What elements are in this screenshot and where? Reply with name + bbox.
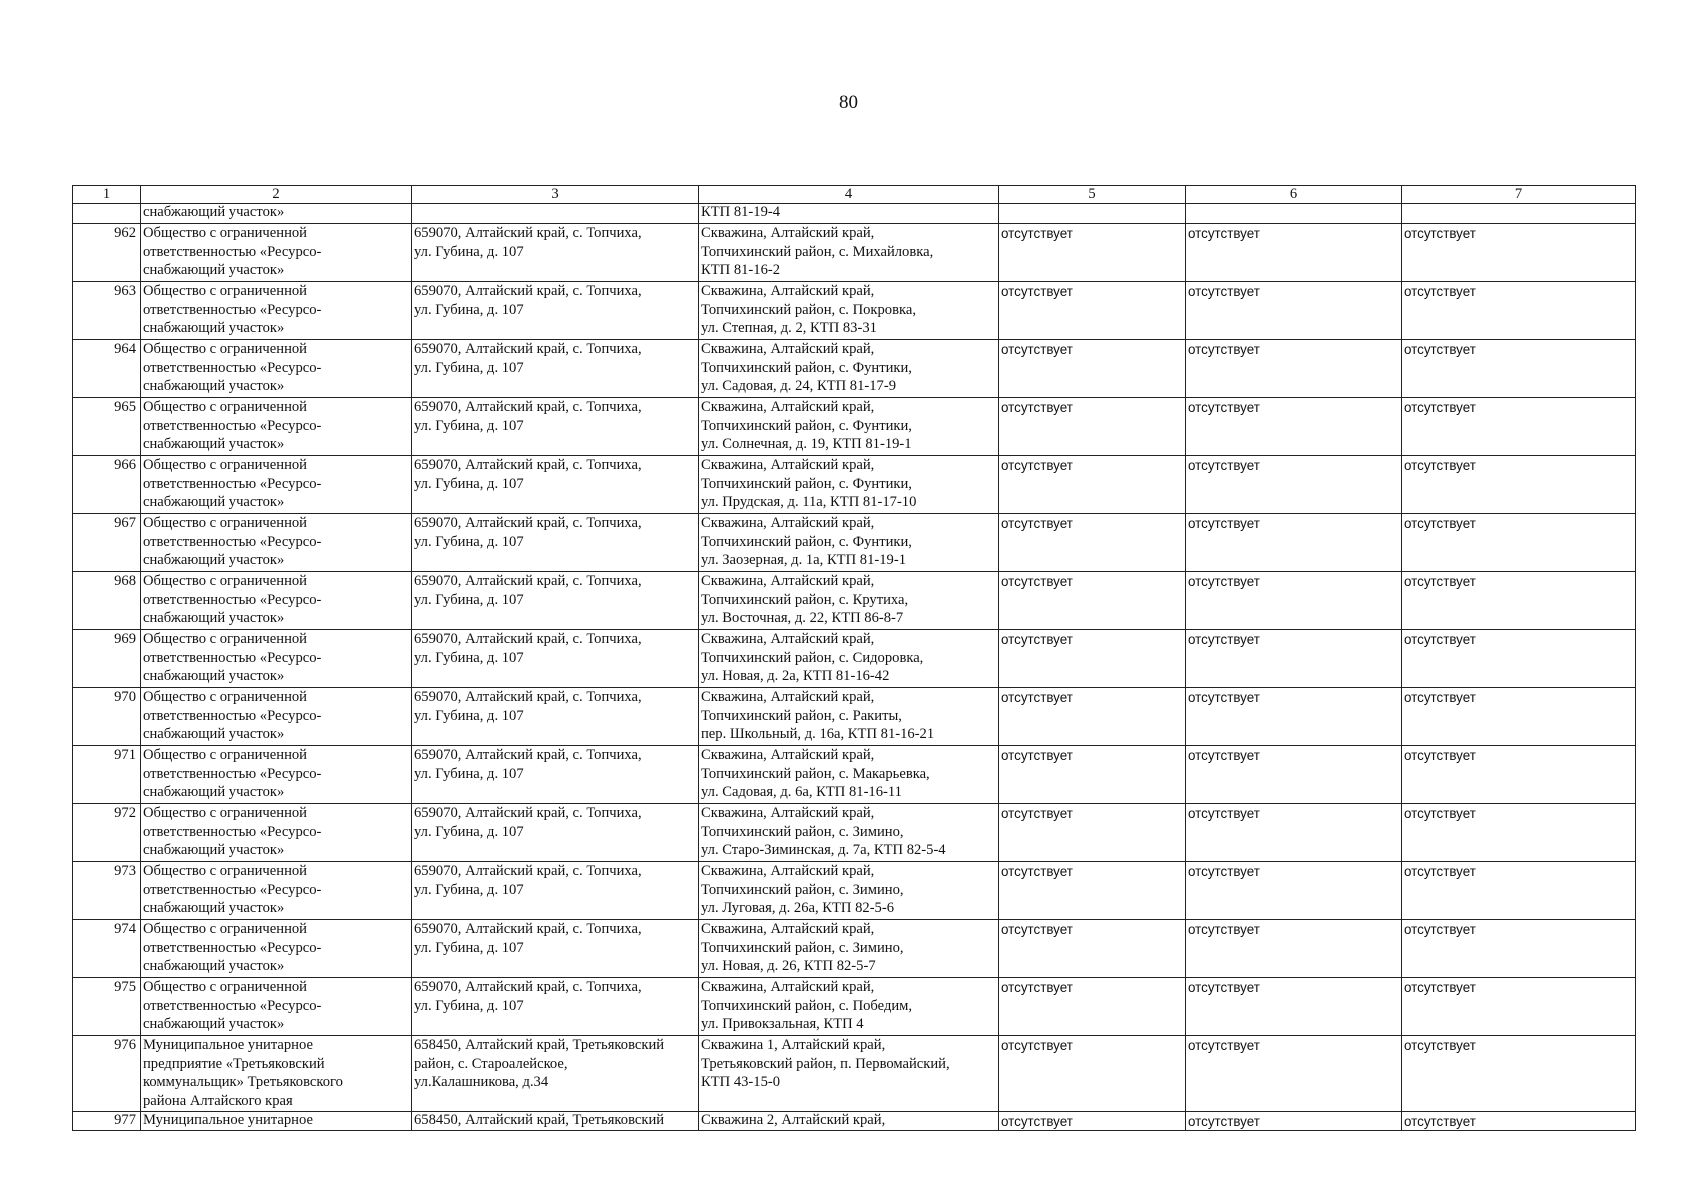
cell-col6: отсутствует [1186, 804, 1402, 862]
cell-line: Скважина, Алтайский край, [701, 573, 875, 589]
cell-organization [141, 978, 412, 1036]
cell-number: 967 [73, 514, 141, 572]
cell-line: снабжающий участок» [143, 668, 285, 685]
cell-line: ул. Губина, д. 107 [414, 533, 524, 550]
cell-line: 659070, Алтайский край, с. Топчиха, [414, 631, 642, 647]
cell-line: ответственностью «Ресурсо- [143, 707, 322, 724]
cell-line: Общество с ограниченной [143, 457, 307, 473]
cell-line: снабжающий участок» [143, 436, 285, 453]
cell-col5: отсутствует [999, 224, 1186, 282]
cell-line: ответственностью «Ресурсо- [143, 823, 322, 840]
cell-line: ул.Калашникова, д.34 [414, 1074, 549, 1091]
cell-line: 659070, Алтайский край, с. Топчиха, [414, 283, 642, 299]
cell-col5: отсутствует [999, 514, 1186, 572]
cell-address [412, 224, 699, 282]
table-row [73, 862, 1636, 920]
cell-organization [141, 630, 412, 688]
cell-line: снабжающий участок» [143, 784, 285, 801]
cell-line: снабжающий участок» [143, 842, 285, 859]
table-row [73, 514, 1636, 572]
cell-line: ул. Солнечная, д. 19, КТП 81-19-1 [701, 436, 912, 453]
cell-col7: отсутствует [1402, 1036, 1636, 1112]
cell-line: Топчихинский район, с. Крутиха, [701, 591, 909, 608]
cell-line: ответственностью «Ресурсо- [143, 649, 322, 666]
header-col-3: 3 [412, 186, 699, 204]
cell-object [699, 1036, 999, 1112]
cell-object [699, 224, 999, 282]
cell-organization [141, 804, 412, 862]
cell-col5: отсутствует [999, 398, 1186, 456]
cell-line: 659070, Алтайский край, с. Топчиха, [414, 399, 642, 415]
cell-col6: отсутствует [1186, 514, 1402, 572]
cell-object [699, 746, 999, 804]
cell-line: Скважина 1, Алтайский край, [701, 1037, 886, 1053]
cell-line: Общество с ограниченной [143, 979, 307, 995]
cell-line: Топчихинский район, с. Макарьевка, [701, 765, 930, 782]
cell-col7: отсутствует [1402, 630, 1636, 688]
cell-line: ул. Губина, д. 107 [414, 591, 524, 608]
cell-line: Топчихинский район, с. Сидоровка, [701, 649, 924, 666]
cell-line: Общество с ограниченной [143, 399, 307, 415]
cell-line: Топчихинский район, с. Зимино, [701, 881, 904, 898]
cell-number: 974 [73, 920, 141, 978]
cell-line: ответственностью «Ресурсо- [143, 417, 322, 434]
cell-line: ул. Луговая, д. 26а, КТП 82-5-6 [701, 900, 895, 917]
header-col-4: 4 [699, 186, 999, 204]
table-row [73, 398, 1636, 456]
cell-organization [141, 688, 412, 746]
table-row [73, 1112, 1636, 1131]
header-row [73, 186, 1636, 204]
cell-object [699, 282, 999, 340]
cell-number: 963 [73, 282, 141, 340]
cell-line: ул. Губина, д. 107 [414, 301, 524, 318]
cell-line: ответственностью «Ресурсо- [143, 765, 322, 782]
header-col-2: 2 [141, 186, 412, 204]
cell-object [699, 804, 999, 862]
cell-number: 976 [73, 1036, 141, 1112]
cell-col7: отсутствует [1402, 224, 1636, 282]
cell-line: Топчихинский район, с. Фунтики, [701, 533, 912, 550]
cell-address [412, 920, 699, 978]
cell-col5: отсутствует [999, 862, 1186, 920]
cell-line: ул. Губина, д. 107 [414, 649, 524, 666]
cell-col6: отсутствует [1186, 282, 1402, 340]
cell-line: района Алтайского края [143, 1093, 293, 1110]
cell-object [699, 204, 999, 224]
cell-line: снабжающий участок» [143, 378, 285, 395]
cell-col5: отсутствует [999, 1112, 1186, 1131]
cell-col6: отсутствует [1186, 456, 1402, 514]
cell-object [699, 340, 999, 398]
cell-line: 658450, Алтайский край, Третьяковский [414, 1112, 665, 1128]
cell-object [699, 630, 999, 688]
cell-line: снабжающий участок» [143, 204, 285, 220]
cell-organization [141, 398, 412, 456]
table-row [73, 456, 1636, 514]
cell-line: 659070, Алтайский край, с. Топчиха, [414, 979, 642, 995]
cell-line: Муниципальное унитарное [143, 1037, 313, 1053]
cell-col6: отсутствует [1186, 1112, 1402, 1131]
cell-col7: отсутствует [1402, 978, 1636, 1036]
header-col-7: 7 [1402, 186, 1636, 204]
cell-line: Топчихинский район, с. Фунтики, [701, 359, 912, 376]
cell-line: пер. Школьный, д. 16а, КТП 81-16-21 [701, 726, 935, 743]
cell-line: Топчихинский район, с. Фунтики, [701, 475, 912, 492]
cell-number: 970 [73, 688, 141, 746]
cell-line: Общество с ограниченной [143, 515, 307, 531]
table-row [73, 340, 1636, 398]
table-row [73, 630, 1636, 688]
cell-line: ответственностью «Ресурсо- [143, 301, 322, 318]
cell-line: Общество с ограниченной [143, 689, 307, 705]
cell-line: Скважина, Алтайский край, [701, 225, 875, 241]
cell-line: снабжающий участок» [143, 726, 285, 743]
table-row [73, 920, 1636, 978]
cell-line: Топчихинский район, с. Фунтики, [701, 417, 912, 434]
cell-line: Общество с ограниченной [143, 283, 307, 299]
cell-object [699, 514, 999, 572]
cell-line: предприятие «Третьяковский [143, 1055, 325, 1072]
cell-line: Топчихинский район, с. Зимино, [701, 939, 904, 956]
cell-address [412, 746, 699, 804]
cell-number: 975 [73, 978, 141, 1036]
cell-line: Скважина, Алтайский край, [701, 921, 875, 937]
table-row [73, 572, 1636, 630]
cell-line: ул. Губина, д. 107 [414, 475, 524, 492]
table-row [73, 746, 1636, 804]
cell-line: Скважина, Алтайский край, [701, 747, 875, 763]
cell-line: Общество с ограниченной [143, 631, 307, 647]
cell-organization [141, 920, 412, 978]
cell-col6: отсутствует [1186, 1036, 1402, 1112]
cell-col7: отсутствует [1402, 1112, 1636, 1131]
cell-line: ул. Губина, д. 107 [414, 707, 524, 724]
cell-line: ул. Губина, д. 107 [414, 243, 524, 260]
cell-organization [141, 204, 412, 224]
cell-line: Скважина, Алтайский край, [701, 283, 875, 299]
cell-line: Скважина, Алтайский край, [701, 631, 875, 647]
cell-line: Общество с ограниченной [143, 921, 307, 937]
cell-line: КТП 81-16-2 [701, 262, 781, 279]
table-body [73, 204, 1636, 1131]
table-row [73, 688, 1636, 746]
cell-line: Скважина, Алтайский край, [701, 341, 875, 357]
cell-col7: отсутствует [1402, 572, 1636, 630]
cell-line: 659070, Алтайский край, с. Топчиха, [414, 225, 642, 241]
page-number: 80 [839, 92, 858, 113]
cell-line: снабжающий участок» [143, 320, 285, 337]
cell-col6: отсутствует [1186, 398, 1402, 456]
cell-line: Топчихинский район, с. Ракиты, [701, 707, 902, 724]
cell-number: 966 [73, 456, 141, 514]
cell-col5: отсутствует [999, 340, 1186, 398]
cell-line: ул. Прудская, д. 11а, КТП 81-17-10 [701, 494, 917, 511]
cell-line: 659070, Алтайский край, с. Топчиха, [414, 457, 642, 473]
cell-organization [141, 224, 412, 282]
cell-line: 659070, Алтайский край, с. Топчиха, [414, 573, 642, 589]
cell-line: 659070, Алтайский край, с. Топчиха, [414, 747, 642, 763]
cell-col6: отсутствует [1186, 746, 1402, 804]
header-col-1: 1 [73, 186, 141, 204]
cell-col6: отсутствует [1186, 978, 1402, 1036]
cell-col6: отсутствует [1186, 630, 1402, 688]
cell-col6: отсутствует [1186, 340, 1402, 398]
cell-line: Скважина, Алтайский край, [701, 515, 875, 531]
cell-line: 659070, Алтайский край, с. Топчиха, [414, 341, 642, 357]
cell-line: КТП 81-19-4 [701, 204, 781, 220]
cell-line: ответственностью «Ресурсо- [143, 997, 322, 1014]
cell-col7: отсутствует [1402, 920, 1636, 978]
cell-organization [141, 1112, 412, 1131]
cell-number: 973 [73, 862, 141, 920]
cell-line: ул. Восточная, д. 22, КТП 86-8-7 [701, 610, 904, 627]
cell-col5: отсутствует [999, 630, 1186, 688]
cell-line: ответственностью «Ресурсо- [143, 533, 322, 550]
cell-line: снабжающий участок» [143, 610, 285, 627]
cell-address [412, 1112, 699, 1131]
cell-col5: отсутствует [999, 688, 1186, 746]
cell-col5: отсутствует [999, 282, 1186, 340]
cell-col7: отсутствует [1402, 282, 1636, 340]
table-row [73, 224, 1636, 282]
table-row [73, 804, 1636, 862]
cell-line: Топчихинский район, с. Победим, [701, 997, 913, 1014]
cell-object [699, 572, 999, 630]
cell-object [699, 978, 999, 1036]
cell-line: снабжающий участок» [143, 262, 285, 279]
cell-organization [141, 746, 412, 804]
cell-col6: отсутствует [1186, 572, 1402, 630]
cell-line: ул. Степная, д. 2, КТП 83-31 [701, 320, 877, 337]
cell-number: 972 [73, 804, 141, 862]
cell-col6 [1186, 204, 1402, 224]
cell-col7: отсутствует [1402, 398, 1636, 456]
cell-object [699, 456, 999, 514]
cell-col5: отсутствует [999, 920, 1186, 978]
table-row [73, 978, 1636, 1036]
cell-line: ул. Садовая, д. 24, КТП 81-17-9 [701, 378, 897, 395]
cell-line: Общество с ограниченной [143, 805, 307, 821]
cell-line: Скважина, Алтайский край, [701, 457, 875, 473]
cell-col6: отсутствует [1186, 224, 1402, 282]
cell-address [412, 204, 699, 224]
cell-number [73, 204, 141, 224]
cell-line: ул. Губина, д. 107 [414, 417, 524, 434]
cell-col5: отсутствует [999, 746, 1186, 804]
registry-table [72, 185, 1636, 1131]
cell-col7: отсутствует [1402, 746, 1636, 804]
cell-line: Общество с ограниченной [143, 747, 307, 763]
cell-line: ул. Привокзальная, КТП 4 [701, 1016, 864, 1033]
cell-line: ул. Губина, д. 107 [414, 359, 524, 376]
cell-line: ответственностью «Ресурсо- [143, 475, 322, 492]
cell-col7: отсутствует [1402, 688, 1636, 746]
cell-number: 971 [73, 746, 141, 804]
cell-line: ответственностью «Ресурсо- [143, 591, 322, 608]
cell-col5: отсутствует [999, 456, 1186, 514]
cell-line: Топчихинский район, с. Михайловка, [701, 243, 934, 260]
cell-organization [141, 340, 412, 398]
cell-line: Муниципальное унитарное [143, 1112, 313, 1128]
cell-address [412, 630, 699, 688]
cell-address [412, 862, 699, 920]
cell-line: снабжающий участок» [143, 958, 285, 975]
cell-line: снабжающий участок» [143, 1016, 285, 1033]
cell-line: 659070, Алтайский край, с. Топчиха, [414, 515, 642, 531]
header-col-6: 6 [1186, 186, 1402, 204]
cell-line: снабжающий участок» [143, 494, 285, 511]
cell-line: ул. Губина, д. 107 [414, 881, 524, 898]
cell-line: Скважина, Алтайский край, [701, 805, 875, 821]
cell-line: Скважина, Алтайский край, [701, 689, 875, 705]
table-row [73, 204, 1636, 224]
cell-organization [141, 514, 412, 572]
cell-address [412, 572, 699, 630]
cell-col6: отсутствует [1186, 688, 1402, 746]
cell-line: ответственностью «Ресурсо- [143, 881, 322, 898]
cell-col7: отсутствует [1402, 862, 1636, 920]
cell-line: коммунальщик» Третьяковского [143, 1074, 343, 1091]
cell-line: ответственностью «Ресурсо- [143, 939, 322, 956]
cell-object [699, 398, 999, 456]
cell-line: 659070, Алтайский край, с. Топчиха, [414, 689, 642, 705]
cell-organization [141, 572, 412, 630]
cell-line: снабжающий участок» [143, 900, 285, 917]
cell-col7: отсутствует [1402, 514, 1636, 572]
cell-line: ул. Новая, д. 2а, КТП 81-16-42 [701, 668, 890, 685]
cell-line: КТП 43-15-0 [701, 1074, 781, 1091]
cell-line: Общество с ограниченной [143, 863, 307, 879]
cell-col5: отсутствует [999, 1036, 1186, 1112]
cell-number: 969 [73, 630, 141, 688]
cell-address [412, 514, 699, 572]
cell-line: Скважина, Алтайский край, [701, 863, 875, 879]
cell-address [412, 456, 699, 514]
cell-line: ул. Губина, д. 107 [414, 939, 524, 956]
cell-line: ул. Губина, д. 107 [414, 823, 524, 840]
cell-line: ул. Новая, д. 26, КТП 82-5-7 [701, 958, 876, 975]
cell-col6: отсутствует [1186, 920, 1402, 978]
cell-line: снабжающий участок» [143, 552, 285, 569]
cell-address [412, 1036, 699, 1112]
cell-line: Скважина 2, Алтайский край, [701, 1112, 886, 1128]
cell-col6: отсутствует [1186, 862, 1402, 920]
cell-number: 977 [73, 1112, 141, 1131]
cell-address [412, 282, 699, 340]
cell-col7: отсутствует [1402, 340, 1636, 398]
cell-address [412, 804, 699, 862]
cell-object [699, 688, 999, 746]
cell-line: Топчихинский район, с. Покровка, [701, 301, 916, 318]
table-row [73, 282, 1636, 340]
cell-line: ул. Губина, д. 107 [414, 765, 524, 782]
cell-line: Третьяковский район, п. Первомайский, [701, 1055, 950, 1072]
cell-line: Топчихинский район, с. Зимино, [701, 823, 904, 840]
cell-organization [141, 456, 412, 514]
cell-address [412, 398, 699, 456]
cell-address [412, 978, 699, 1036]
cell-organization [141, 1036, 412, 1112]
cell-line: ответственностью «Ресурсо- [143, 243, 322, 260]
cell-col5: отсутствует [999, 572, 1186, 630]
table-row [73, 1036, 1636, 1112]
cell-line: Скважина, Алтайский край, [701, 979, 875, 995]
cell-line: Общество с ограниченной [143, 225, 307, 241]
cell-address [412, 340, 699, 398]
cell-col5: отсутствует [999, 804, 1186, 862]
cell-number: 964 [73, 340, 141, 398]
cell-line: ул. Губина, д. 107 [414, 997, 524, 1014]
cell-col7: отсутствует [1402, 804, 1636, 862]
cell-number: 962 [73, 224, 141, 282]
cell-line: ул. Старо-Зиминская, д. 7а, КТП 82-5-4 [701, 842, 946, 859]
cell-col7: отсутствует [1402, 456, 1636, 514]
cell-line: Общество с ограниченной [143, 573, 307, 589]
cell-col5: отсутствует [999, 978, 1186, 1036]
cell-organization [141, 862, 412, 920]
cell-number: 968 [73, 572, 141, 630]
cell-line: ул. Заозерная, д. 1а, КТП 81-19-1 [701, 552, 906, 569]
cell-address [412, 688, 699, 746]
cell-line: ул. Садовая, д. 6а, КТП 81-16-11 [701, 784, 902, 801]
cell-object [699, 862, 999, 920]
cell-line: Общество с ограниченной [143, 341, 307, 357]
cell-line: 659070, Алтайский край, с. Топчиха, [414, 805, 642, 821]
cell-object [699, 920, 999, 978]
cell-line: 658450, Алтайский край, Третьяковский [414, 1037, 665, 1053]
cell-col7 [1402, 204, 1636, 224]
cell-line: Скважина, Алтайский край, [701, 399, 875, 415]
header-col-5: 5 [999, 186, 1186, 204]
cell-object [699, 1112, 999, 1131]
cell-line: ответственностью «Ресурсо- [143, 359, 322, 376]
cell-organization [141, 282, 412, 340]
cell-line: 659070, Алтайский край, с. Топчиха, [414, 863, 642, 879]
cell-col5 [999, 204, 1186, 224]
cell-line: район, с. Староалейское, [414, 1055, 568, 1072]
cell-number: 965 [73, 398, 141, 456]
cell-line: 659070, Алтайский край, с. Топчиха, [414, 921, 642, 937]
